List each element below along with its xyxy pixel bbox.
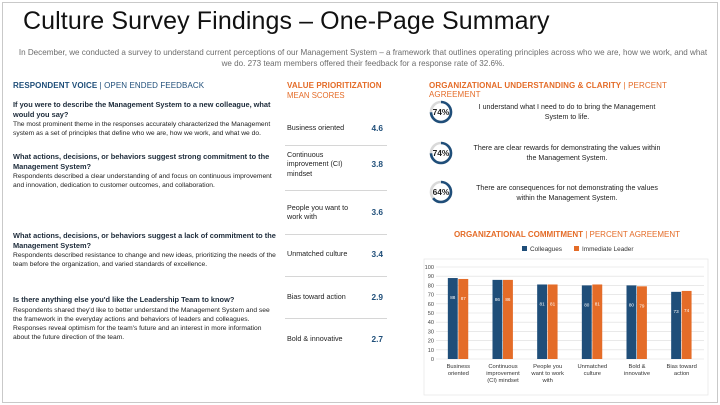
donut-percent: 74% — [432, 148, 450, 158]
bar — [493, 280, 503, 359]
respondent-voice-heading-bold: RESPONDENT VOICE — [13, 81, 98, 90]
bar-value-label: 80 — [628, 302, 635, 308]
bar-value-label: 74 — [684, 307, 690, 313]
org-commitment-heading — [423, 230, 711, 239]
value-label: Continuous improvement (CI) mindset — [287, 149, 343, 178]
bar — [548, 284, 558, 359]
x-tick-label: Bold & innovative — [623, 364, 651, 377]
value-divider — [285, 190, 387, 191]
agreement-statement: There are clear rewards for demonstrating the values within the Management System. — [473, 144, 661, 162]
agreement-donut — [429, 180, 453, 204]
org-commitment-heading-light: | PERCENT AGREEMENT — [582, 230, 681, 239]
respondent-voice-heading-light: | OPEN ENDED FEEDBACK — [97, 81, 205, 90]
bar-value-label: 80 — [584, 302, 590, 308]
y-tick-label: 0 — [430, 357, 434, 363]
x-tick-label: Business oriented — [446, 364, 471, 377]
value-row — [285, 113, 387, 143]
x-tick-label: Bias toward action — [666, 364, 697, 377]
org-understanding-heading-light: | PERCENT AGREEMENT — [429, 81, 667, 99]
bar — [458, 279, 468, 359]
bar — [503, 280, 513, 359]
feedback-question: What actions, decisions, or behaviors suggest a lack of commitment to the Management System? — [13, 231, 276, 250]
org-understanding-heading-bold: ORGANIZATIONAL UNDERSTANDING & CLARITY — [429, 81, 622, 90]
y-tick-label: 50 — [427, 311, 434, 317]
bar — [637, 286, 647, 359]
y-tick-label: 60 — [427, 301, 434, 308]
bar-value-label: 79 — [639, 303, 645, 309]
value-label: Business oriented — [287, 123, 345, 133]
value-row — [285, 239, 387, 269]
bar-value-label: 81 — [550, 301, 556, 307]
value-score: 3.8 — [371, 159, 383, 169]
bar — [682, 291, 692, 359]
bar — [671, 292, 681, 359]
y-tick-label: 30 — [427, 329, 434, 336]
feedback-item — [13, 100, 278, 139]
value-score: 3.4 — [371, 249, 383, 259]
donut-percent: 64% — [432, 187, 450, 197]
org-commitment-chart — [422, 241, 710, 397]
bar-value-label: 87 — [460, 295, 466, 301]
slide — [2, 2, 718, 403]
donut-percent: 74% — [432, 107, 450, 117]
legend-label: Colleagues — [530, 246, 562, 253]
feedback-answer: Respondents described resistance to change and new ideas, prioritizing the needs of the team before the organization, and varied standards of excellence. — [13, 252, 276, 269]
bar-value-label: 86 — [505, 296, 511, 302]
y-tick-label: 70 — [427, 292, 434, 299]
y-tick-label: 10 — [427, 347, 434, 354]
value-score: 4.6 — [371, 123, 383, 133]
value-score: 2.9 — [371, 292, 383, 302]
value-divider — [285, 318, 387, 319]
agreement-statement: I understand what I need to do to bring the Management System to life. — [478, 103, 656, 121]
feedback-item — [13, 231, 278, 270]
x-tick-label: People you want to work with — [531, 364, 564, 384]
bar-value-label: 81 — [594, 301, 600, 307]
value-score: 2.7 — [371, 334, 383, 344]
value-divider — [285, 234, 387, 235]
bar-value-label: 81 — [539, 301, 545, 307]
bar — [582, 285, 592, 359]
agreement-statement: There are consequences for not demonstrating the values within the Management System. — [476, 184, 658, 202]
feedback-question: What actions, decisions, or behaviors suggest strong commitment to the Management System? — [13, 152, 270, 171]
page-title: Culture Survey Findings – One-Page Summary — [23, 7, 550, 35]
feedback-answer: The most prominent theme in the responses accurately characterized the Management system as a set of principles that define who we are, how we work, and what we do. — [13, 121, 271, 138]
y-tick-label: 100 — [424, 265, 434, 271]
value-prioritization-heading: VALUE PRIORITIZATION — [287, 81, 382, 90]
x-tick-label: Unmatched culture — [577, 364, 608, 377]
value-score: 3.6 — [371, 207, 383, 217]
feedback-item — [13, 152, 278, 191]
value-divider — [285, 276, 387, 277]
x-tick-label: Continuous improvement (CI) mindset — [486, 364, 520, 384]
y-tick-label: 80 — [427, 283, 434, 290]
value-row — [285, 149, 387, 179]
bar-value-label: 73 — [673, 308, 679, 314]
org-commitment-heading-bold: ORGANIZATIONAL COMMITMENT — [453, 230, 583, 239]
feedback-answer: Respondents shared they'd like to better understand the Management System and see the framework in the everyday actions and behaviors of leaders and colleagues. Responses reveal optimism for the team's future and an interest in more information about the future direction of the team. — [13, 306, 270, 342]
agreement-donut — [429, 141, 453, 165]
y-tick-label: 90 — [427, 274, 434, 281]
bar — [592, 284, 602, 359]
feedback-question: If you were to describe the Management System to a new colleague, what would you say? — [13, 100, 271, 119]
feedback-answer: Respondents described a clear understanding of and focus on continuous improvement and innovation, dedication to customer outcomes, and collaboration. — [13, 173, 272, 190]
intro-text: In December, we conducted a survey to understand current perceptions of our Management System – a framework that outlines operating principles across who we are, how we work, and what we do. 273 team members offered their feedback for a response rate of 32.6%. — [18, 48, 708, 68]
value-label: People you want to work with — [287, 202, 349, 221]
respondent-voice-heading — [13, 81, 204, 90]
value-label: Bold & innovative — [287, 334, 343, 344]
bar — [448, 278, 458, 359]
value-row — [285, 197, 387, 227]
bar-value-label: 86 — [494, 296, 501, 302]
feedback-question: Is there anything else you'd like the Leadership Team to know? — [13, 295, 235, 304]
feedback-item — [13, 295, 278, 343]
bar — [627, 285, 637, 359]
bar-value-label: 88 — [450, 295, 456, 301]
value-label: Bias toward action — [287, 292, 346, 302]
agreement-donut — [429, 100, 453, 124]
value-label: Unmatched culture — [287, 249, 348, 259]
org-understanding-heading — [429, 81, 717, 99]
y-tick-label: 40 — [427, 320, 434, 327]
value-divider — [285, 145, 387, 146]
y-tick-label: 20 — [427, 338, 434, 345]
bar — [537, 284, 547, 359]
legend-label: Immediate Leader — [581, 246, 634, 253]
value-row — [285, 282, 387, 312]
value-prioritization-subheading: MEAN SCORES — [287, 91, 345, 100]
value-row — [285, 324, 387, 354]
